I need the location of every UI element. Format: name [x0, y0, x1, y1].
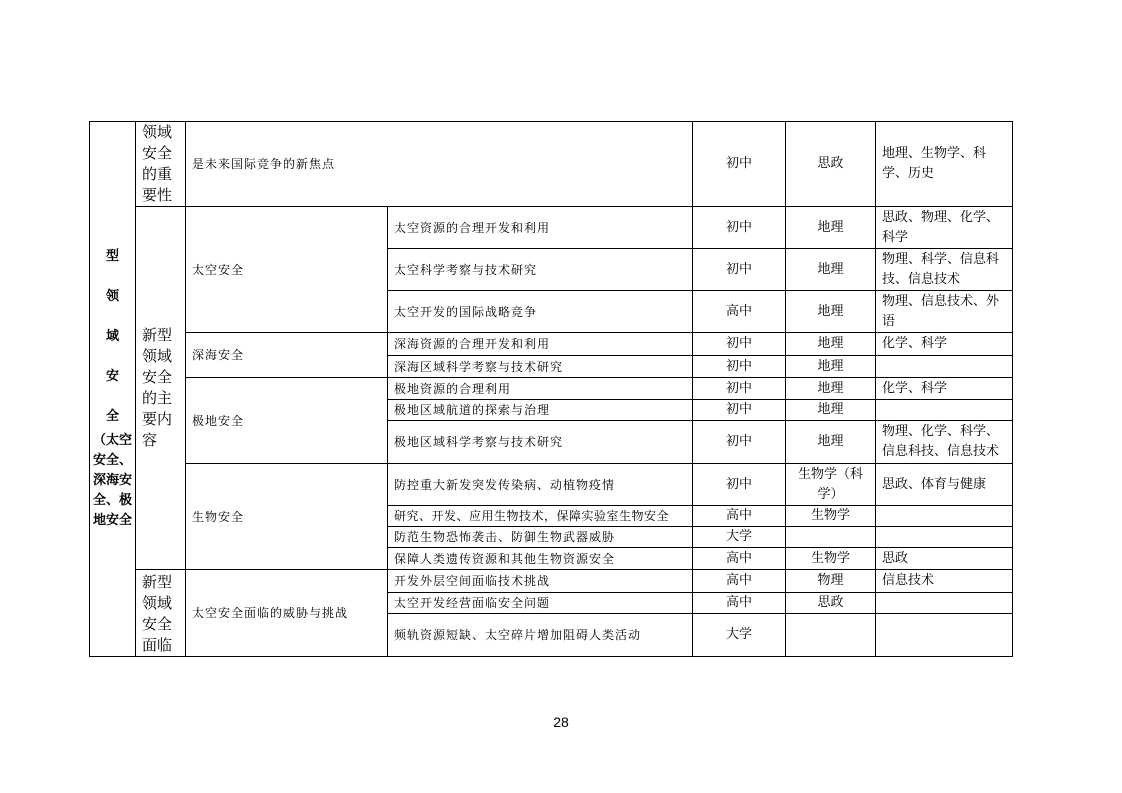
- subject-cell: 思政: [786, 592, 876, 613]
- subject-cell: 物理: [786, 570, 876, 593]
- curriculum-table: [89, 121, 1013, 657]
- topic-cell: 太空安全面临的威胁与挑战: [186, 570, 388, 657]
- content-cell: 极地区域科学考察与技术研究: [388, 421, 693, 464]
- level-cell: 高中: [693, 570, 786, 593]
- related-cell: 物理、信息技术、外语: [876, 291, 1013, 333]
- level-cell: 初中: [693, 333, 786, 356]
- topic-cell: 太空安全: [186, 207, 388, 333]
- level-cell: 初中: [693, 378, 786, 400]
- level-cell: 高中: [693, 506, 786, 527]
- level-cell: 高中: [693, 291, 786, 333]
- table-row: [90, 570, 1013, 593]
- content-cell: 太空资源的合理开发和利用: [388, 207, 693, 249]
- level-cell: 初中: [693, 122, 786, 207]
- content-cell: 太空开发的国际战略竞争: [388, 291, 693, 333]
- related-cell: [876, 614, 1013, 657]
- related-cell: 物理、化学、科学、信息科技、信息技术: [876, 421, 1013, 464]
- table-row: [90, 378, 1013, 400]
- content-cell: 开发外层空间面临技术挑战: [388, 570, 693, 593]
- level-cell: 高中: [693, 592, 786, 613]
- content-cell: 太空科学考察与技术研究: [388, 249, 693, 291]
- section-label: 新型领域安全面临: [136, 570, 186, 657]
- related-cell: [876, 527, 1013, 548]
- side-label-char: 域: [105, 329, 119, 344]
- content-cell: 深海区域科学考察与技术研究: [388, 356, 693, 378]
- side-label-char: 全: [105, 409, 119, 424]
- content-cell: 保障人类遗传资源和其他生物资源安全: [388, 548, 693, 570]
- side-label-char: 领: [105, 289, 119, 304]
- related-cell: 思政: [876, 548, 1013, 570]
- table-row: [90, 333, 1013, 356]
- subject-cell: 地理: [786, 356, 876, 378]
- subject-cell: [786, 614, 876, 657]
- content-cell: 深海资源的合理开发和利用: [388, 333, 693, 356]
- subject-cell: 地理: [786, 291, 876, 333]
- content-cell: 极地资源的合理利用: [388, 378, 693, 400]
- related-cell: [876, 356, 1013, 378]
- subject-cell: 地理: [786, 207, 876, 249]
- subject-cell: 地理: [786, 249, 876, 291]
- subject-cell: 地理: [786, 378, 876, 400]
- content-cell: 极地区域航道的探索与治理: [388, 400, 693, 421]
- table-row: [90, 122, 1013, 207]
- level-cell: 初中: [693, 356, 786, 378]
- subject-cell: 生物学: [786, 506, 876, 527]
- content-cell: 是未来国际竞争的新焦点: [186, 122, 693, 207]
- content-cell: 太空开发经营面临安全问题: [388, 592, 693, 613]
- related-cell: 思政、体育与健康: [876, 464, 1013, 506]
- content-cell: 频轨资源短缺、太空碎片增加阻碍人类活动: [388, 614, 693, 657]
- related-cell: 物理、科学、信息科技、信息技术: [876, 249, 1013, 291]
- page-number: 28: [553, 714, 569, 730]
- subject-cell: 生物学: [786, 548, 876, 570]
- subject-cell: 地理: [786, 400, 876, 421]
- level-cell: 初中: [693, 400, 786, 421]
- related-cell: 信息技术: [876, 570, 1013, 593]
- table-row: [90, 207, 1013, 249]
- section-label: 领域安全的重要性: [136, 122, 186, 207]
- side-label-char: 型: [105, 249, 119, 264]
- subject-cell: 地理: [786, 421, 876, 464]
- subject-cell: 思政: [786, 122, 876, 207]
- related-cell: [876, 400, 1013, 421]
- level-cell: 大学: [693, 527, 786, 548]
- level-cell: 初中: [693, 249, 786, 291]
- subject-cell: [786, 527, 876, 548]
- topic-cell: 深海安全: [186, 333, 388, 378]
- side-label-rest: （太空安全、深海安全、极地安全: [92, 433, 132, 528]
- content-cell: 防控重大新发突发传染病、动植物疫情: [388, 464, 693, 506]
- related-cell: 化学、科学: [876, 378, 1013, 400]
- related-cell: [876, 506, 1013, 527]
- side-label-cell: [90, 122, 136, 657]
- level-cell: 初中: [693, 464, 786, 506]
- level-cell: 高中: [693, 548, 786, 570]
- level-cell: 初中: [693, 207, 786, 249]
- related-cell: 地理、生物学、科学、历史: [876, 122, 1013, 207]
- subject-cell: 地理: [786, 333, 876, 356]
- content-cell: 研究、开发、应用生物技术，保障实验室生物安全: [388, 506, 693, 527]
- table-row: [90, 464, 1013, 506]
- section-label: 新型领域安全的主要内容: [136, 207, 186, 570]
- topic-cell: 极地安全: [186, 378, 388, 464]
- level-cell: 初中: [693, 421, 786, 464]
- subject-cell: 生物学（科学）: [786, 464, 876, 506]
- content-cell: 防范生物恐怖袭击、防御生物武器威胁: [388, 527, 693, 548]
- level-cell: 大学: [693, 614, 786, 657]
- related-cell: 思政、物理、化学、科学: [876, 207, 1013, 249]
- topic-cell: 生物安全: [186, 464, 388, 570]
- related-cell: [876, 592, 1013, 613]
- side-label-char: 安: [105, 369, 119, 384]
- related-cell: 化学、科学: [876, 333, 1013, 356]
